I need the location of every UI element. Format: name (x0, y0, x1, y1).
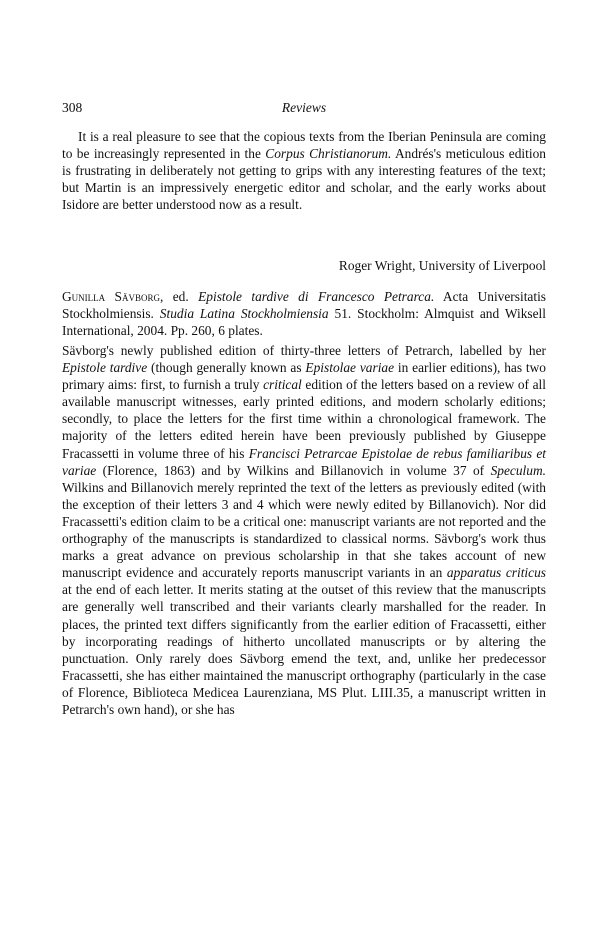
bibliographic-entry (62, 288, 546, 339)
italic-term: critical (263, 377, 302, 393)
body-text: (though generally known as (147, 360, 306, 376)
italic-term: apparatus criticus (446, 565, 546, 581)
italic-title: Corpus Christianorum. (265, 146, 392, 162)
running-title: Reviews (281, 100, 327, 115)
body-text: Sävborg's newly published edition of thirty-three letters of Petrarch, labelled by her (62, 343, 546, 358)
review-body-paragraph (62, 342, 546, 718)
page-number: 308 (62, 100, 83, 115)
body-text: at the end of each letter. It merits stating at the outset of this review that the manuscripts are generally well transcribed and their variants clearly marshalled for the reader. In places, the printed text differs significantly from the earlier edition of Fracassetti, either by incorporating readings of hitherto uncollated manuscripts or by altering the punctuation. Only rarely does Sävborg emend the text, and, unlike her predecessor Fracassetti, she has either maintained the manuscript orthography (particularly in the case of Florence, Biblioteca Medicea Laurenziana, MS Plut. LIII.35, a manuscript written in Petrarch's own hand), or she has (62, 582, 546, 717)
bib-text: , ed. (160, 289, 199, 304)
italic-term: Francisci Petrarcae Epistolae de rebus familiaribus et variae (62, 445, 546, 478)
bib-text: 51. Stockholm: Almquist and Wiksell International, 2004. Pp. 260, 6 plates. (62, 306, 546, 339)
bib-text: Acta Universitatis Stockholmiensis. (62, 289, 547, 322)
body-text: edition of the letters based on a review of all available manuscript witnesses, early printed editions, and modern scholarly editions; secondly, to place the letters for the first time within a chronological framework. The majority of the letters edited herein have been previously published by Giuseppe Fracassetti in volume three of his (62, 377, 546, 461)
italic-term: Epistolae variae (305, 360, 395, 376)
body-text: in earlier editions), has two primary aims: first, to furnish a truly (62, 360, 546, 393)
book-series: Studia Latina Stockholmiensia (159, 306, 329, 322)
book-author: Gunilla Sävborg (62, 289, 160, 304)
book-title: Epistole tardive di Francesco Petrarca. (198, 289, 435, 304)
body-text: Wilkins and Billanovich merely reprinted the text of the letters as previously edited (with the exception of their letters 3 and 4 which were newly edited by Billanovich). Nor did Fracassetti's edition claim to be a critical one: manuscript variants are not reported and the orthography of the manuscripts is standardized to classical norms. Sävborg's work thus marks a great advance on previous scholarship in that she takes account of new manuscript evidence and accurately reports manuscript variants in an (62, 479, 546, 581)
paragraph-text: Andrés's meticulous edition is frustrating in deliberately not getting to grips with any interesting features of the text; but Martin is an impressively energetic editor and scholar, and the early works about Isidore are better understood now as a result. (62, 146, 546, 213)
reviewer-signature: Roger Wright, University of Liverpool (338, 258, 546, 273)
paragraph-text: It is a real pleasure to see that the copious texts from the Iberian Peninsula are coming to be increasingly represented in the (62, 129, 546, 162)
italic-term: Epistole tardive (62, 360, 148, 376)
italic-term: Speculum. (490, 462, 546, 478)
body-text: (Florence, 1863) and by Wilkins and Billanovich in volume 37 of (96, 462, 491, 478)
previous-review-closing-paragraph (62, 128, 546, 213)
page-header (62, 100, 546, 120)
